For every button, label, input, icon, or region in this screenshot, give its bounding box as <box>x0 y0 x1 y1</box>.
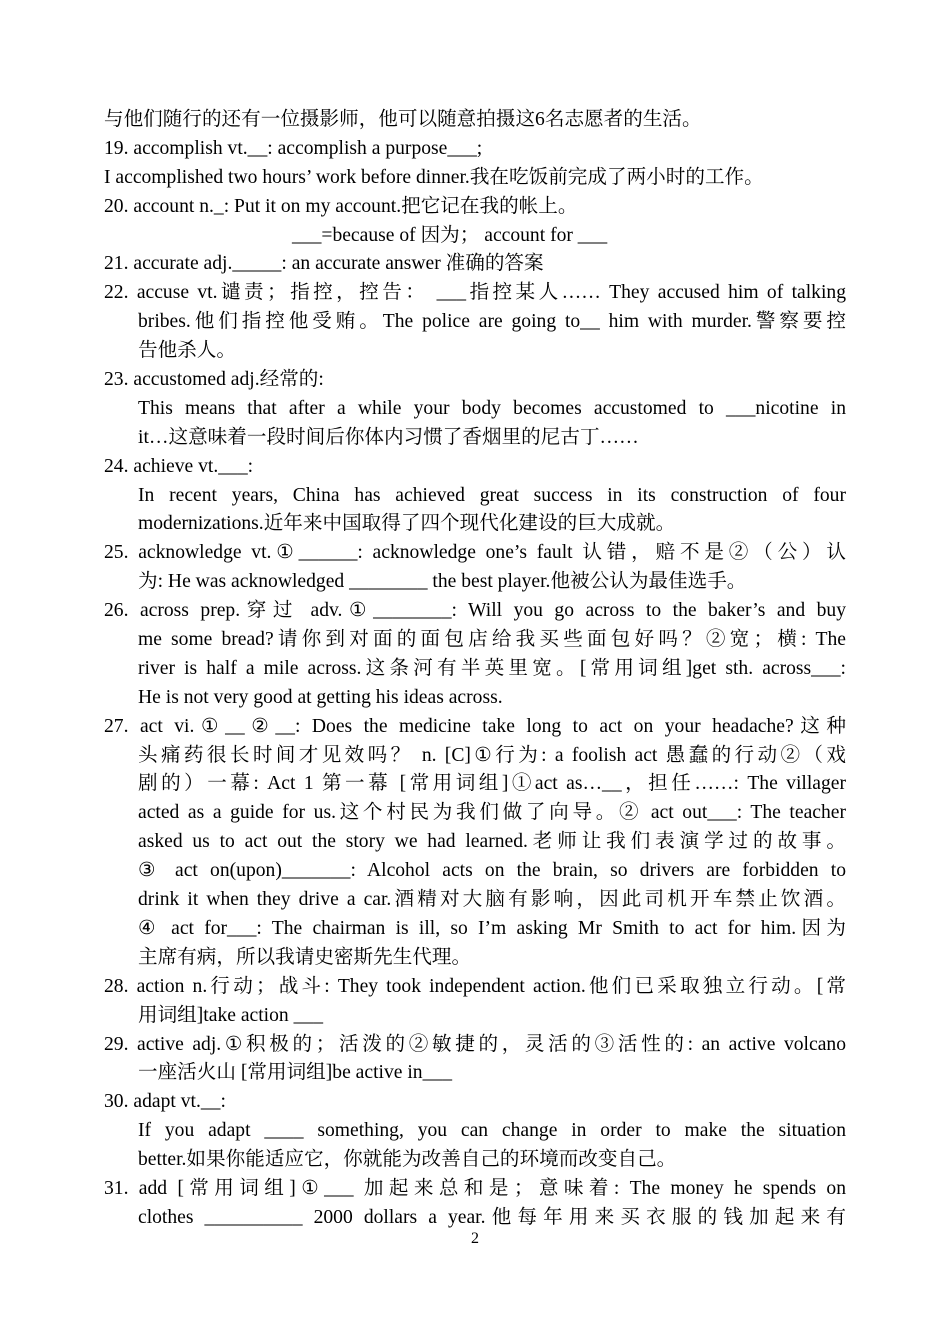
text-line: 与他们随行的还有一位摄影师，他可以随意拍摄这6名志愿者的生活。 <box>104 109 702 130</box>
text-line: ④ act for___: The chairman is ill, so I’m asking Mr Smith to act for him.因为 <box>138 917 846 939</box>
entry-24-achieve: 24. achieve vt.___: <box>104 455 254 477</box>
text-line: ③ act on(upon)_______: Alcohol acts on the brain, so drivers are forbidden to <box>138 860 846 882</box>
text-line: asked us to act out the story we had learned.老师让我们表演学过的故事。 <box>138 831 846 853</box>
text-line: 头痛药很长时间才见效吗？ n. [C]①行为: a foolish act 愚蠢的行动②（戏 <box>138 744 846 766</box>
entry-30-adapt: 30. adapt vt.__: <box>104 1091 226 1113</box>
text-line: acted as a guide for us.这个村民为我们做了向导。② act out___: The teacher <box>138 802 846 824</box>
text-line: 为: He was acknowledged ________ the best player.他被公认为最佳选手。 <box>138 571 747 593</box>
text-line: 用词组]take action ___ <box>138 1004 324 1026</box>
entry-28-action: 28. action n.行动；战斗: They took independent action.他们已采取独立行动。[常 <box>104 975 846 997</box>
entry-22-accuse: 22. accuse vt.谴责；指控，控告： ___指控某人…… They accused him of talking <box>104 282 846 304</box>
text-line: If you adapt ____ something, you can change in order to make the situation <box>138 1120 846 1142</box>
entry-29-active: 29. active adj.①积极的；活泼的②敏捷的，灵活的③活性的: an active volcano <box>104 1033 846 1055</box>
text-line: better.如果你能适应它，你就能为改善自己的环境而改变自己。 <box>138 1149 677 1171</box>
text-line: ___=because of 因为； account for ___ <box>292 224 608 246</box>
entry-26-across: 26. across prep.穿过 adv.①________: Will you go across to the baker’s and buy <box>104 600 846 622</box>
entry-27-act: 27. act vi.①__②__: Does the medicine take long to act on your headache?这种 <box>104 715 846 737</box>
entry-23-accustomed: 23. accustomed adj.经常的: <box>104 369 324 391</box>
text-line: 一座活火山 [常用词组]be active in___ <box>138 1062 452 1084</box>
entry-25-acknowledge: 25. acknowledge vt.①______: acknowledge one’s fault 认错，赔不是②（公）认 <box>104 542 846 564</box>
entry-19-accomplish: 19. accomplish vt.__: accomplish a purpose___; <box>104 137 483 159</box>
text-line: 剧的）一幕: Act 1 第一幕 [常用词组]①act as…__，担任……: The villager <box>138 773 846 795</box>
text-line: clothes __________ 2000 dollars a year.他每年用来买衣服的钱加起来有 <box>138 1206 846 1228</box>
text-line: 主席有病，所以我请史密斯先生代理。 <box>138 946 472 968</box>
document-body <box>104 106 846 1233</box>
text-line: He is not very good at getting his ideas across. <box>138 686 503 708</box>
text-line: 告他杀人。 <box>138 340 236 362</box>
text-line: river is half a mile across.这条河有半英里宽。[常用词组]get sth. across___: <box>138 657 846 679</box>
text-line: drink it when they drive a car.酒精对大脑有影响，因此司机开车禁止饮酒。 <box>138 889 846 911</box>
entry-21-accurate: 21. accurate adj._____: an accurate answer 准确的答案 <box>104 253 544 275</box>
text-line: modernizations.近年来中国取得了四个现代化建设的巨大成就。 <box>138 513 676 535</box>
text-line: In recent years, China has achieved great success in its construction of four <box>138 484 846 506</box>
text-line: bribes.他们指控他受贿。The police are going to__ him with murder.警察要控 <box>138 311 846 333</box>
text-line: it…这意味着一段时间后你体内习惯了香烟里的尼古丁…… <box>138 426 639 448</box>
text-line: me some bread?请你到对面的面包店给我买些面包好吗？②宽；横: The <box>138 629 846 651</box>
page-number: 2 <box>471 1230 479 1247</box>
entry-20-account: 20. account n._: Put it on my account.把它记在我的帐上。 <box>104 195 578 217</box>
text-line: I accomplished two hours’ work before dinner.我在吃饭前完成了两小时的工作。 <box>104 166 764 188</box>
text-line: This means that after a while your body becomes accustomed to ___nicotine in <box>138 397 846 419</box>
entry-31-add: 31. add [常用词组]①___ 加起来总和是；意味着: The money he spends on <box>104 1177 846 1199</box>
